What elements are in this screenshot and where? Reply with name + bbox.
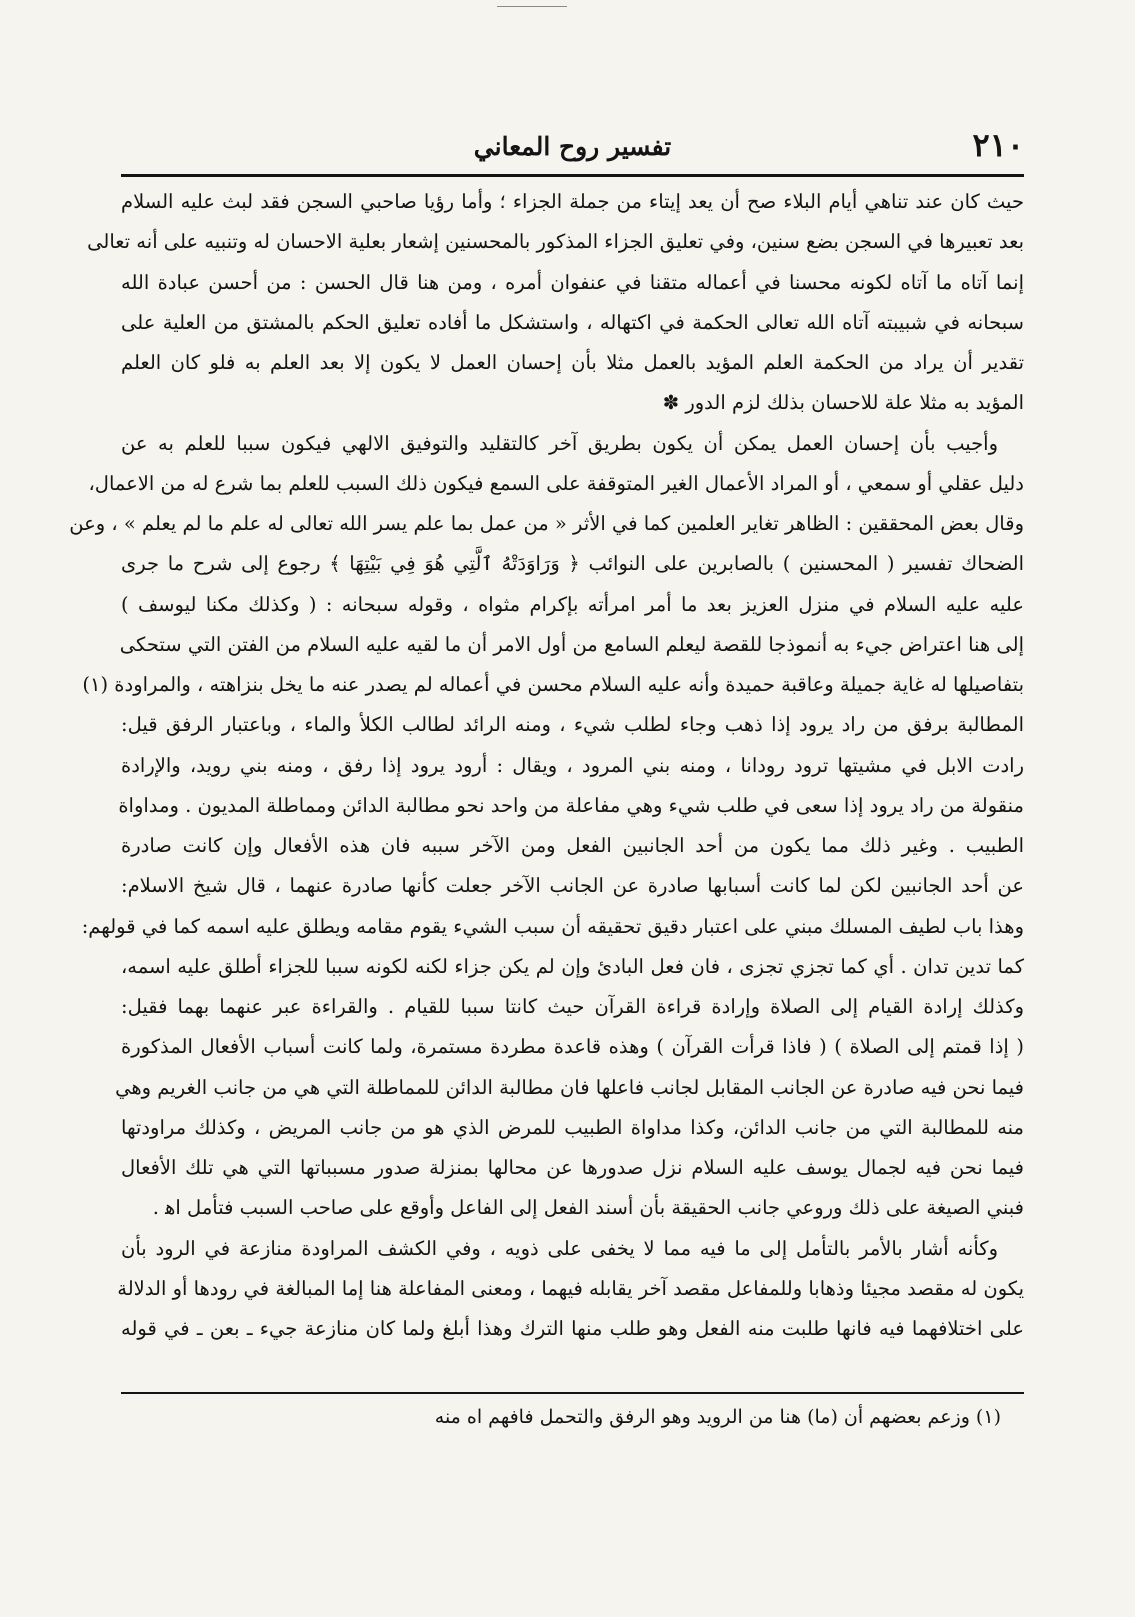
text-line: المؤيد به مثلا علة للاحسان بذلك لزم الدور ✽ xyxy=(662,391,1024,415)
text-line: المطالبة برفق من راد يرود إذا ذهب وجاء لطلب شيء ، ومنه الرائد لطالب الكلأ والماء ، وباعتبار الرفق قيل: xyxy=(121,713,1024,737)
footnote-separator xyxy=(121,1392,1024,1394)
text-line: وقال بعض المحققين : الظاهر تغاير العلمين كما في الأثر « من عمل بما علم يسر الله تعالى له علم ما لم يعلم » ، وعن xyxy=(69,512,1024,535)
text-line: فيما نحن فيه لجمال يوسف عليه السلام نزل صدورها عن محالها بمنزلة صدور مسبباتها التي هي تلك الأفعال xyxy=(121,1156,1024,1179)
text-line: سبحانه في شبيبته آتاه الله تعالى الحكمة في اكتهاله ، واستشكل ما أفاده تعليق الحكم بالمشتق من العلية على xyxy=(121,310,1024,334)
text-line: دليل عقلي أو سمعي ، أو المراد الأعمال الغير المتوقفة على السمع فيكون ذلك السبب للعلم بما شرع له من الاعمال، xyxy=(88,471,1024,495)
text-line: بتفاصيلها له غاية جميلة وعاقبة حميدة وأنه عليه السلام محسن في أعماله لم يصدر عنه ما يخل بنزاهته ، والمراودة (١) xyxy=(82,673,1024,696)
text-line: الضحاك تفسير ( المحسنين ) بالصابرين على النوائب ﴿ وَرَاوَدَتْهُ ٱلَّتِي هُوَ فِي بَيْتِهَا ﴾ رجوع إلى شرح ما جرى xyxy=(121,552,1024,576)
text-line: يكون له مقصد مجيئا وذهابا وللمفاعل مقصد آخر يقابله فيهما ، ومعنى المفاعلة هنا إما المبالغة في رودها أو الدلالة xyxy=(117,1276,1024,1300)
top-edge-rule xyxy=(497,6,567,7)
text-line: منه للمطالبة التي من جانب الدائن، وكذا مداواة الطبيب للمرض الذي هو من جانب المريض ، وكذلك مراودتها xyxy=(121,1115,1024,1139)
text-line: منقولة من راد يرود إذا سعى في طلب شيء وهي مفاعلة من واحد نحو مطالبة الدائن ومماطلة المديون . ومداواة xyxy=(118,793,1024,817)
text-line: فيما نحن فيه صادرة عن الجانب المقابل لجانب فاعلها فان مطالبة الدائن للمماطلة التي هي من جانب الغريم وهي xyxy=(115,1075,1024,1099)
text-line: إلى هنا اعتراض جيء به أنموذجا للقصة ليعلم السامع من أول الامر أن ما لقيه عليه السلام من الفتن التي ستحكى xyxy=(119,632,1024,656)
header-rule xyxy=(121,174,1024,177)
text-line: وكذلك إرادة القيام إلى الصلاة وإرادة قراءة القرآن حيث كانتا سببا للقيام . والقراءة عبر عنهما بهما فقيل: xyxy=(121,995,1024,1018)
text-line: وأجيب بأن إحسان العمل يمكن أن يكون بطريق آخر كالتقليد والتوفيق الالهي فيكون سببا للعلم به عن xyxy=(121,431,998,455)
text-line: كما تدين تدان . أي كما تجزي تجزى ، فان فعل البادئ وإن لم يكن جزاء لكنه لكونه سببا للجزاء أطلق عليه اسمه، xyxy=(121,954,1024,978)
text-line: على اختلافهما فيه فانها طلبت منه الفعل وهو طلب منها الترك وهذا أبلغ ولما كان منازعة جيء ـ بعن ـ في قوله xyxy=(121,1317,1024,1340)
text-line: وهذا باب لطيف المسلك مبني على اعتبار دقيق تحقيقه أن سبب الشيء يقوم مقامه ويطلق عليه اسمه كما في قولهم: xyxy=(81,914,1024,938)
running-title: تفسير روح المعاني xyxy=(473,132,672,161)
text-line: ( إذا قمتم إلى الصلاة ) ( فاذا قرأت القرآن ) وهذه قاعدة مطردة مستمرة، ولما كانت أسباب الأفعال المذكورة xyxy=(121,1035,1024,1059)
text-line: رادت الابل في مشيتها ترود رودانا ، ومنه بني المرود ، ويقال : أرود يرود إذا رفق ، ومنه بني رويد، والإرادة xyxy=(121,753,1024,777)
text-line: تقدير أن يراد من الحكمة العلم المؤيد بالعمل مثلا بأن إحسان العمل لا يكون إلا بعد العلم به فلو كان العلم xyxy=(121,351,1024,374)
text-line: بعد تعبيرها في السجن بضع سنين، وفي تعليق الجزاء المذكور بالمحسنين إشعار بعلية الاحسان له وتنبيه على أنه تعالى xyxy=(87,230,1024,254)
page-header xyxy=(121,128,1024,176)
page-number: ٢١٠ xyxy=(972,126,1024,164)
main-text xyxy=(69,182,1024,1349)
text-line: عليه عليه السلام في منزل العزيز بعد ما أمر امرأته بإكرام مثواه ، وقوله سبحانه : ( وكذلك مكنا ليوسف ) xyxy=(121,592,1024,616)
text-line: الطبيب . وغير ذلك مما يكون من أحد الجانبين الفعل ومن الآخر سببه فان هذه الأفعال وإن كانت صادرة xyxy=(121,834,1024,857)
footnote: (١) وزعم بعضهم أن (ما) هنا من الرويد وهو الرفق والتحمل فافهم اه منه xyxy=(434,1406,1001,1428)
text-line: فبني الصيغة على ذلك وروعي جانب الحقيقة بأن أسند الفعل إلى الفاعل وأوقع على صاحب السبب فتأمل اه‍ . xyxy=(152,1196,1024,1220)
text-line: عن أحد الجانبين لكن لما كانت أسبابها صادرة عن الجانب الآخر جعلت كأنها صادرة عنهما ، قال شيخ الاسلام: xyxy=(121,874,1024,898)
text-line: وكأنه أشار بالأمر بالتأمل إلى ما فيه مما لا يخفى على ذويه ، وفي الكشف المراودة منازعة في الرود بأن xyxy=(121,1236,998,1260)
text-line: حيث كان عند تناهي أيام البلاء صح أن يعد إيتاء من جملة الجزاء ؛ وأما رؤيا صاحبي السجن فقد لبث عليه السلام xyxy=(121,190,1024,213)
text-line: إنما آتاه ما آتاه لكونه محسنا في أعماله متقنا في عنفوان أمره ، ومن هنا قال الحسن : من أحسن عبادة الله xyxy=(121,270,1024,294)
